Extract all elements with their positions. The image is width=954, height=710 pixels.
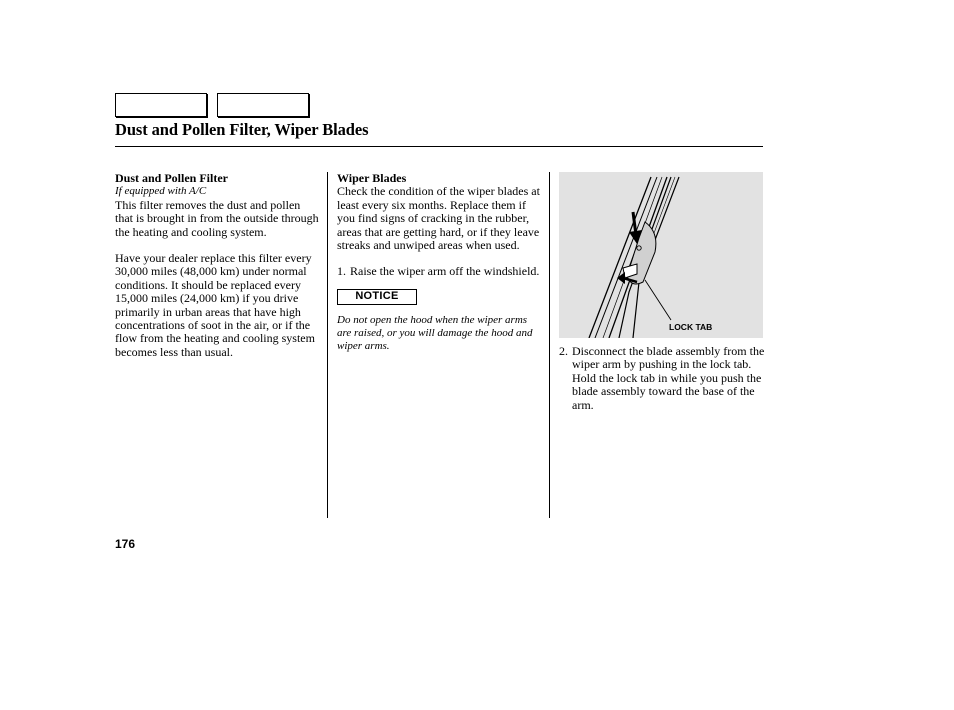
filter-paragraph-2: Have your dealer replace this filter every 30,000 miles (48,000 km) under normal conditions. It should be replaced every 15,000 miles (24,000 km) if you drive primarily in urban areas that have high concentrations of soot in the air, or if the flow from the heating and cooling system becomes less than usual. xyxy=(115,251,315,359)
equipment-note: If equipped with A/C xyxy=(115,185,207,198)
page-number: 176 xyxy=(115,537,136,551)
column-divider-1 xyxy=(327,172,328,518)
section-heading-wipers: Wiper Blades xyxy=(337,171,407,185)
right-column xyxy=(559,345,765,412)
lock-tab-label: LOCK TAB xyxy=(669,322,713,332)
step-2-number: 2. xyxy=(559,344,568,358)
step-1 xyxy=(337,265,543,278)
wiper-lock-tab-figure xyxy=(559,172,763,338)
column-divider-2 xyxy=(549,172,550,518)
wiper-arm-illustration xyxy=(559,172,763,338)
step-1-number: 1. xyxy=(337,264,346,279)
page-title: Dust and Pollen Filter, Wiper Blades xyxy=(115,120,369,139)
section-heading-filter: Dust and Pollen Filter xyxy=(115,171,228,185)
wiper-intro: Check the condition of the wiper blades at least every six months. Replace them if you find signs of cracking in the rubber, areas that are getting hard, or if they leave streaks and unwiped areas when used. xyxy=(337,184,540,253)
left-column xyxy=(115,172,320,359)
title-divider xyxy=(115,146,763,147)
step-1-text: Raise the wiper arm off the windshield. xyxy=(350,264,540,279)
step-2 xyxy=(559,345,765,412)
middle-column xyxy=(337,172,543,354)
filter-paragraph-1: This filter removes the dust and pollen that is brought in from the outside through the heating and cooling system. xyxy=(115,197,319,239)
nav-tab-box-2[interactable] xyxy=(217,93,309,117)
notice-text: Do not open the hood when the wiper arms are raised, or you will damage the hood and wiper arms. xyxy=(337,313,533,353)
notice-badge: NOTICE xyxy=(337,289,417,305)
step-2-text: Disconnect the blade assembly from the wiper arm by pushing in the lock tab. Hold the lock tab in while you push the blade assembly toward the base of the arm. xyxy=(572,344,765,412)
nav-tab-box-1[interactable] xyxy=(115,93,207,117)
